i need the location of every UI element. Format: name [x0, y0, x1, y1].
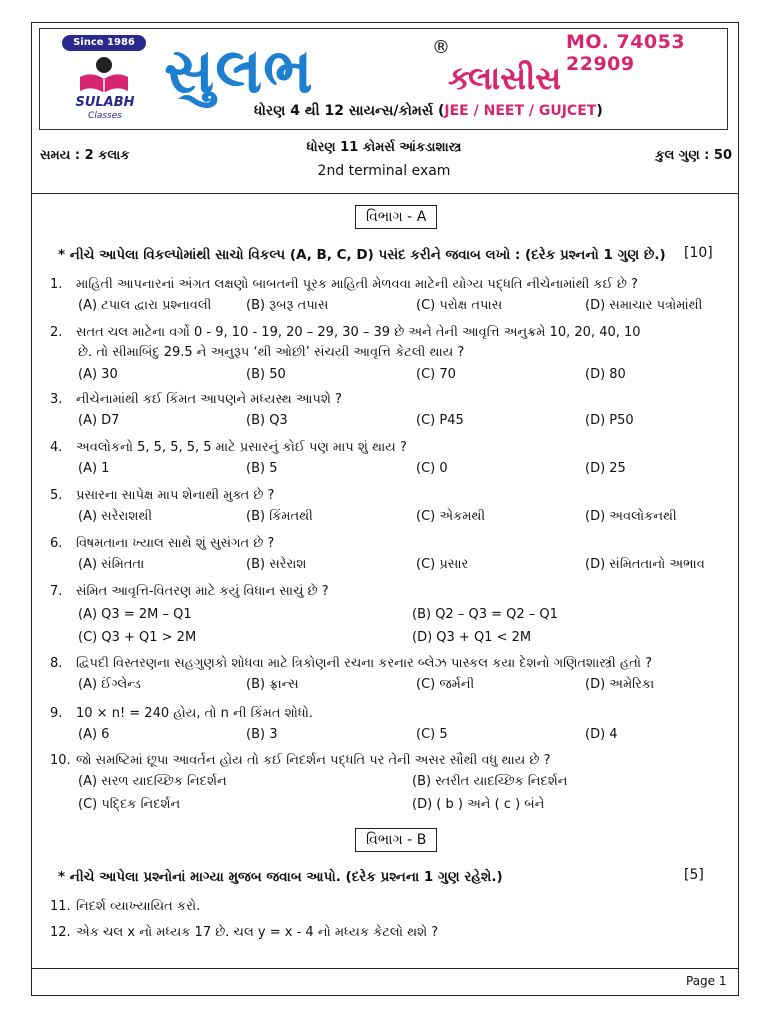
option-d: (D) સંમિતતાનો અભાવ: [585, 557, 705, 572]
question-12: [50, 925, 438, 940]
option-c: (C) 5: [416, 727, 448, 742]
section-a-marks: [10]: [684, 245, 713, 261]
total-marks: કુલ ગુણ : 50: [655, 148, 732, 163]
question-number: 1.: [50, 277, 63, 292]
question-number: 3.: [50, 392, 63, 407]
option-c: (C) જર્મની: [416, 677, 475, 692]
option-d: (D) અમેરિકા: [585, 677, 655, 692]
tagline-suffix: ): [596, 103, 603, 119]
section-a-title: વિભાગ - A: [355, 205, 437, 229]
option-a: (A) ઈંગ્લેન્ડ: [78, 677, 141, 692]
question-number: 6.: [50, 536, 63, 551]
question-1: [50, 277, 638, 292]
question-number: 12.: [50, 925, 71, 940]
option-c: (C) Q3 + Q1 > 2M: [78, 630, 197, 645]
question-text: માહિતી આપનારનાં અંગત લક્ષણો બાબતની પૂરક માહિતી મેળવવા માટેની યોગ્ય પદ્ધતિ નીચેનામાંથી કઈ છે ?: [76, 277, 638, 292]
option-d: (D) ( b ) અને ( c ) બંને: [412, 797, 545, 812]
question-10: [50, 753, 551, 768]
logo-wordmark: SULABH: [75, 95, 135, 110]
option-c: (C) પદ્દિક નિદર્શન: [78, 797, 181, 812]
tagline: [254, 103, 603, 119]
option-a: (A) સંમિતતા: [78, 557, 145, 572]
option-a: (A) D7: [78, 413, 120, 428]
option-d: (D) Q3 + Q1 < 2M: [412, 630, 532, 645]
footer-divider: [31, 968, 739, 969]
question-number: 10.: [50, 753, 71, 768]
option-d: (D) 4: [585, 727, 618, 742]
option-d: (D) સમાચાર પત્રોમાંથી: [585, 298, 703, 313]
since-badge: Since 1986: [62, 35, 146, 51]
question-text: 10 × n! = 240 હોય, તો n ની કિંમત શોધો.: [76, 706, 314, 721]
question-text: અવલોકનો 5, 5, 5, 5, 5 માટે પ્રસારનું કોઈ પણ માપ શું થાય ?: [76, 440, 407, 455]
phone-number: MO. 74053 22909: [566, 31, 686, 75]
question-text-continued: છે. તો સીમાબિંદુ 29.5 ને અનુરૂપ ‘થી ઓછી’ સંચયી આવૃત્તિ કેટલી થાય ?: [78, 345, 465, 360]
question-text: દ્વિપદી વિસ્તરણના સહગુણકો શોધવા માટે ત્રિકોણની રચના કરનાર બ્લેઝ પાસ્કલ કયા દેશનો ગણિતશાસ્ત્રી હતો ?: [76, 656, 653, 671]
tagline-exams: JEE / NEET / GUJCET: [444, 103, 597, 119]
option-c: (C) એકમથી: [416, 509, 486, 524]
question-6: [50, 536, 274, 551]
exam-time: સમય : 2 કલાક: [40, 148, 130, 163]
option-a: (A) ટપાલ દ્વારા પ્રશ્નાવલી: [78, 298, 212, 313]
brand-title: સુલભ: [164, 34, 314, 107]
option-a: (A) સરળ યાદચ્છિક નિદર્શન: [78, 774, 227, 789]
option-c: (C) 0: [416, 461, 448, 476]
option-b: (B) 3: [246, 727, 278, 742]
option-b: (B) Q3: [246, 413, 288, 428]
option-b: (B) Q2 – Q3 = Q2 – Q1: [412, 607, 558, 622]
question-11: [50, 899, 200, 914]
question-9: [50, 706, 313, 721]
option-a: (A) 1: [78, 461, 110, 476]
option-b: (B) 50: [246, 367, 286, 382]
option-d: (D) 25: [585, 461, 626, 476]
question-text: સતત ચલ માટેના વર્ગો 0 - 9, 10 - 19, 20 – 29, 30 – 39 છે અને તેની આવૃત્તિ અનુક્રમે 10, 20, 40, 10: [76, 325, 641, 340]
question-text: એક ચલ x નો મધ્યક 17 છે. ચલ y = x - 4 નો મધ્યક કેટલો થશે ?: [76, 925, 439, 940]
registered-mark: ®: [432, 37, 450, 58]
section-b-instruction: * નીચે આપેલા પ્રશ્નોનાં માગ્યા મુજબ જવાબ આપો. (દરેક પ્રશ્નના 1 ગુણ રહેશે.): [58, 869, 503, 885]
option-b: (B) 5: [246, 461, 278, 476]
option-d: (D) અવલોકનથી: [585, 509, 677, 524]
option-b: (B) ફ્રાન્સ: [246, 677, 299, 692]
question-2: [50, 325, 641, 340]
option-a: (A) 6: [78, 727, 110, 742]
option-c: (C) પરોક્ષ તપાસ: [416, 298, 503, 313]
question-text: નીચેનામાંથી કઈ કિંમત આપણને મધ્યસ્થ આપશે ?: [76, 392, 342, 407]
brand-classes: ક્લાસીસ: [448, 59, 562, 97]
option-a: (A) 30: [78, 367, 118, 382]
question-text: જો સમષ્ટિમાં છૂપા આવર્તન હોય તો કઈ નિદર્શન પદ્ધતિ પર તેની અસર સૌથી વધુ થાય છે ?: [76, 753, 551, 768]
option-d: (D) P50: [585, 413, 634, 428]
option-b: (B) રૂબરૂ તપાસ: [246, 298, 329, 313]
exam-title-block: [0, 140, 768, 179]
option-a: (A) સરેરાશથી: [78, 509, 153, 524]
question-text: વિષમતાના ખ્યાલ સાથે શું સુસંગત છે ?: [76, 536, 275, 551]
book-reader-icon: [76, 55, 132, 95]
exam-subject: ધોરણ 11 કોમર્સ આંકડાશાસ્ત્ર: [306, 140, 462, 155]
section-b-title: વિભાગ - B: [355, 828, 437, 852]
option-c: (C) P45: [416, 413, 464, 428]
question-text: નિદર્શ વ્યાખ્યાયિત કરો.: [76, 899, 201, 914]
logo-subtitle: Classes: [88, 111, 122, 121]
question-5: [50, 488, 274, 503]
question-7: [50, 584, 329, 599]
question-4: [50, 440, 407, 455]
header-banner: [39, 28, 728, 130]
question-number: 8.: [50, 656, 63, 671]
sulabh-logo: [62, 35, 148, 127]
page-number: Page 1: [686, 974, 727, 988]
tagline-prefix: ધોરણ 4 થી 12 સાયન્સ/કોમર્સ (: [254, 103, 445, 119]
question-number: 2.: [50, 325, 63, 340]
question-number: 11.: [50, 899, 71, 914]
question-number: 7.: [50, 584, 63, 599]
option-b: (B) સ્તરીત યાદચ્છિક નિદર્શન: [412, 774, 568, 789]
exam-name: 2nd terminal exam: [317, 163, 451, 179]
option-c: (C) પ્રસાર: [416, 557, 469, 572]
divider: [31, 193, 739, 194]
option-a: (A) Q3 = 2M – Q1: [78, 607, 192, 622]
option-c: (C) 70: [416, 367, 456, 382]
option-b: (B) સરેરાશ: [246, 557, 307, 572]
question-text: પ્રસારના સાપેક્ષ માપ શેનાથી મુક્ત છે ?: [76, 488, 275, 503]
question-3: [50, 392, 342, 407]
question-number: 9.: [50, 706, 63, 721]
question-number: 4.: [50, 440, 63, 455]
option-d: (D) 80: [585, 367, 626, 382]
question-text: સંમિત આવૃત્તિ-વિતરણ માટે કયું વિધાન સાચું છે ?: [76, 584, 329, 599]
question-8: [50, 656, 652, 671]
option-b: (B) કિંમતથી: [246, 509, 313, 524]
question-number: 5.: [50, 488, 63, 503]
section-b-marks: [5]: [684, 867, 704, 883]
section-a-instruction: * નીચે આપેલા વિકલ્પોમાંથી સાચો વિકલ્પ (A, B, C, D) પસંદ કરીને જવાબ લખો : (દરેક પ્રશ્નનો 1 ગુણ છે.): [58, 247, 666, 263]
